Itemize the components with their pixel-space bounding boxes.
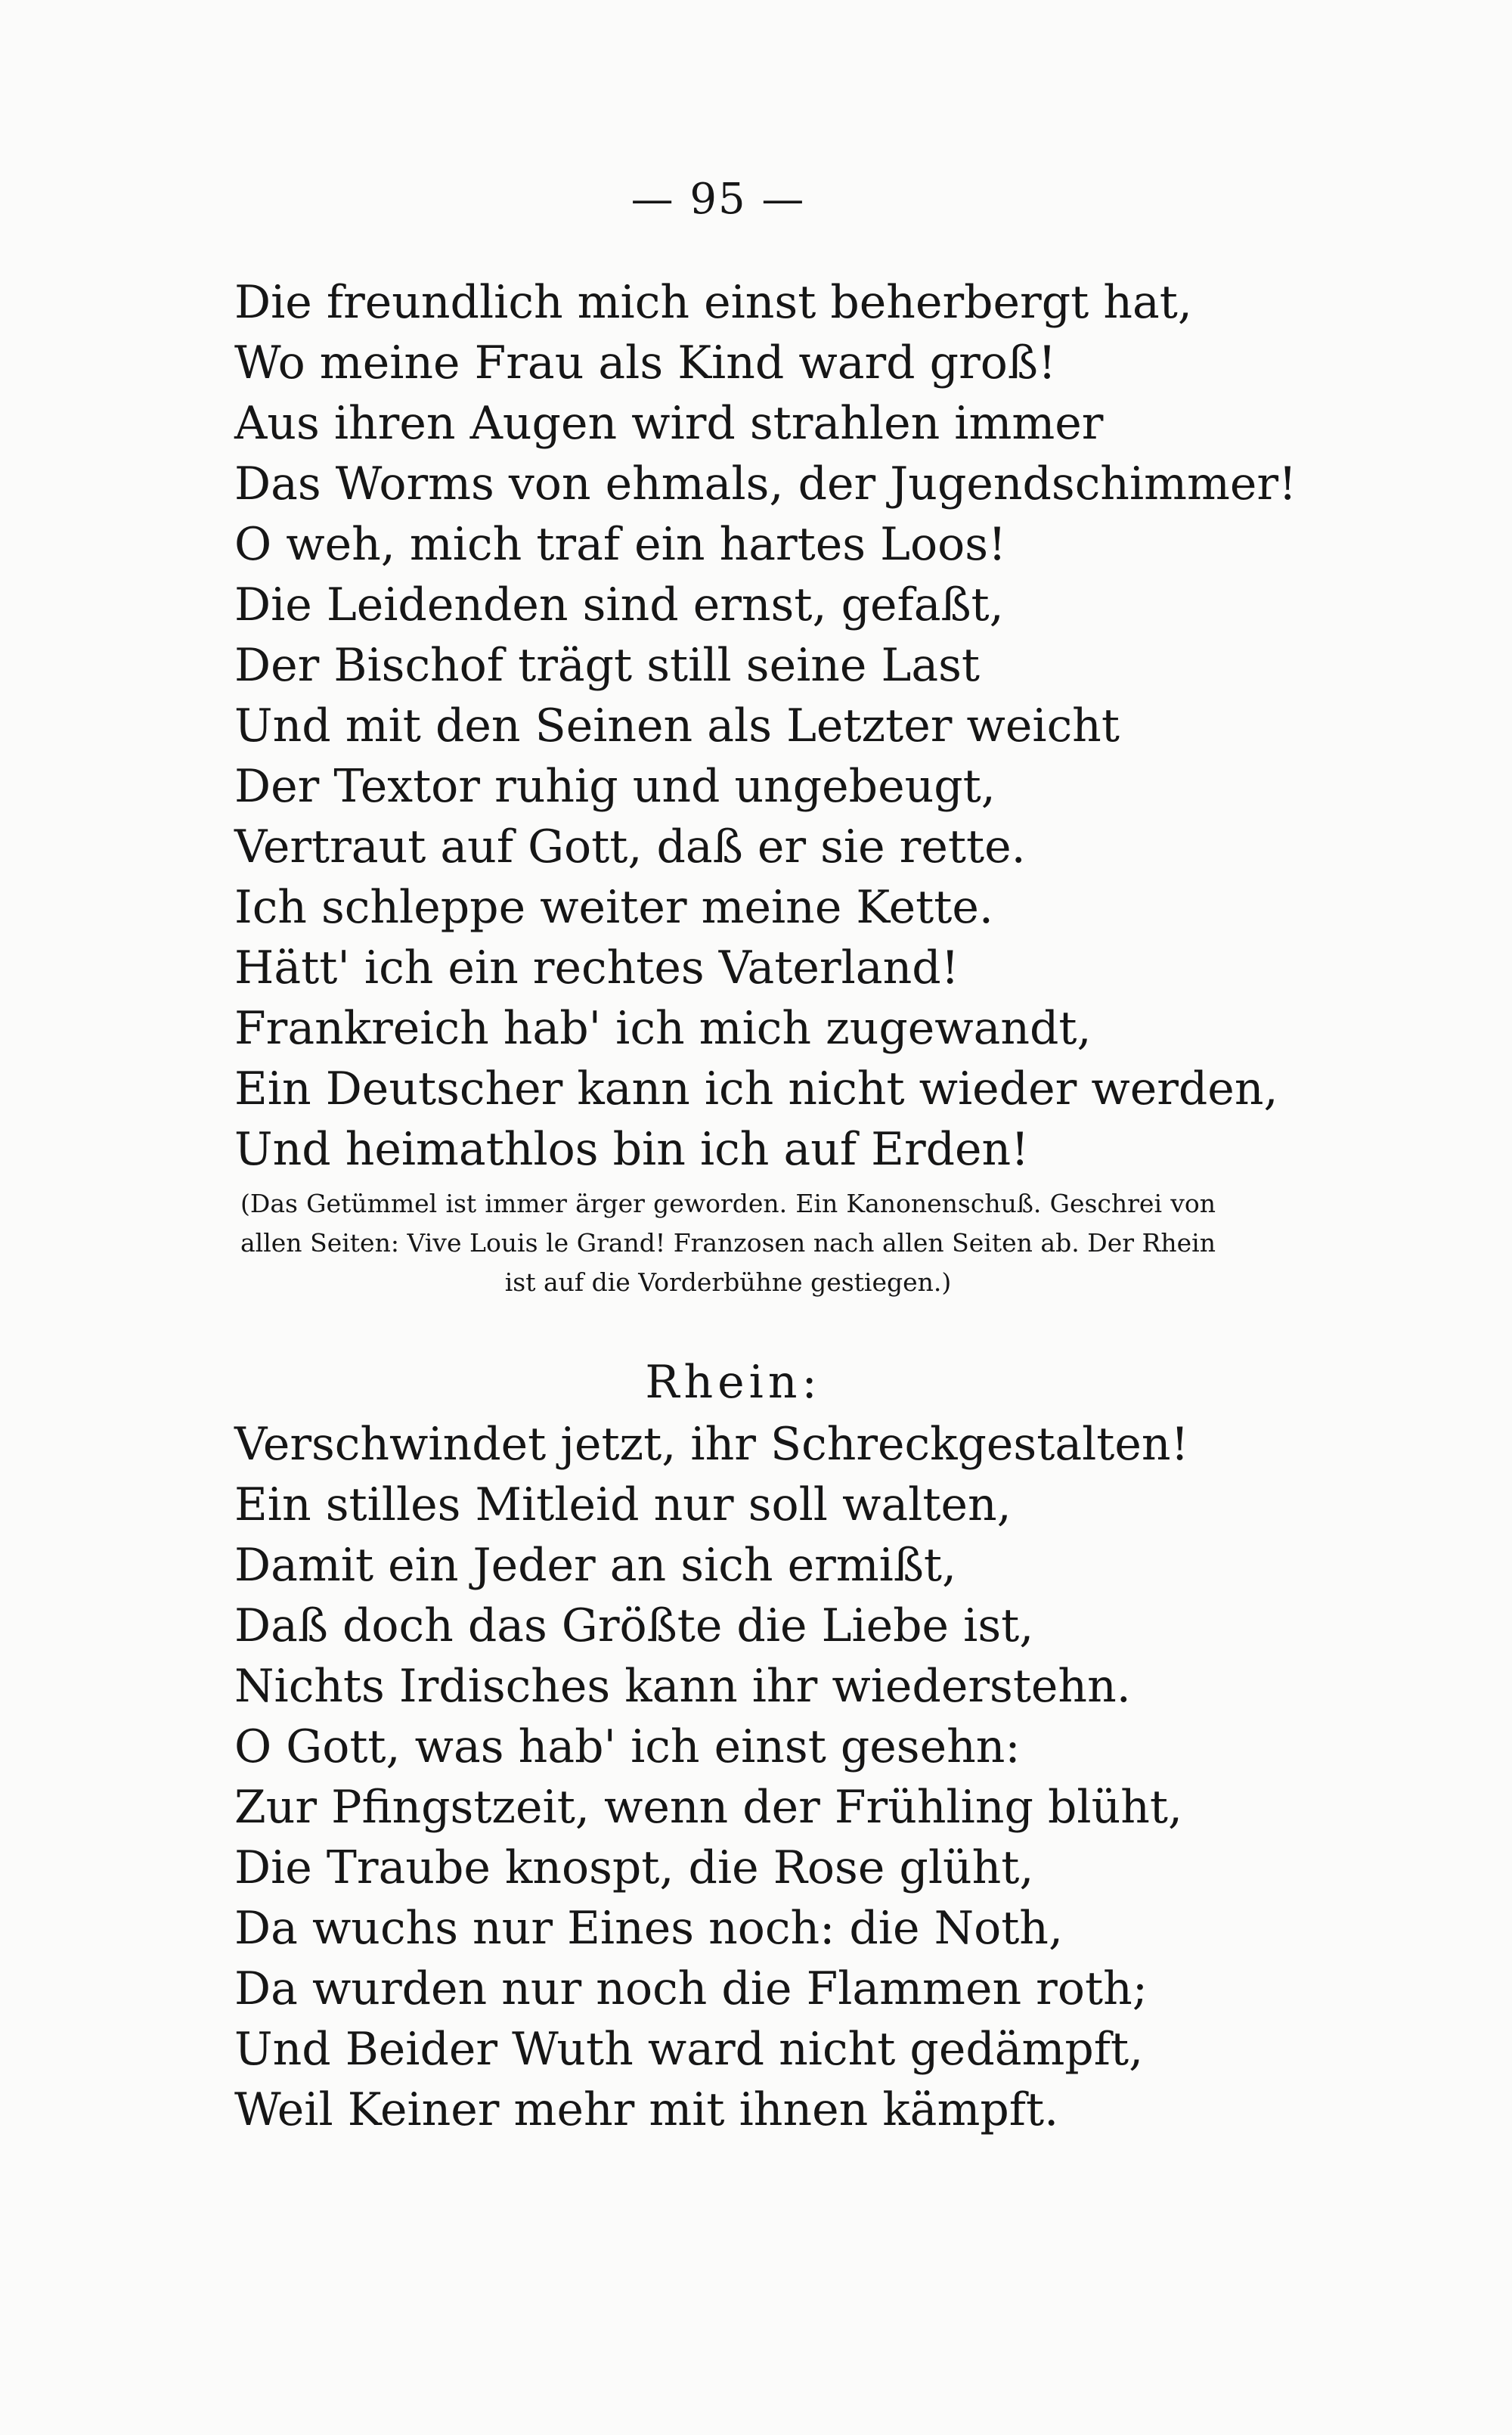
verse-line: Und mit den Seinen als Letzter weicht (234, 699, 1120, 752)
verse-line: Der Bischof trägt still seine Last (234, 639, 981, 692)
verse-line: Ein Deutscher kann ich nicht wieder werden, (234, 1062, 1278, 1115)
verse-line: Das Worms von ehmals, der Jugendschimmer! (234, 458, 1297, 510)
page-number: — 95 — (631, 175, 806, 224)
verse-line: O weh, mich traf ein hartes Loos! (234, 518, 1007, 571)
verse-line: Zur Pfingstzeit, wenn der Frühling blüht, (234, 1781, 1183, 1834)
verse-line: Verschwindet jetzt, ihr Schreckgestalten! (234, 1418, 1189, 1471)
verse-line: Wo meine Frau als Kind ward groß! (234, 337, 1057, 389)
verse-line: Der Textor ruhig und ungebeugt, (234, 760, 996, 813)
verse-line: Nichts Irdisches kann ihr wiederstehn. (234, 1660, 1131, 1713)
verse-line: Daß doch das Größte die Liebe ist, (234, 1599, 1034, 1652)
verse-line: Da wuchs nur Eines noch: die Noth, (234, 1902, 1064, 1955)
verse-line: Da wurden nur noch die Flammen roth; (234, 1962, 1148, 2015)
verse-line: Die Traube knospt, die Rose glüht, (234, 1841, 1034, 1894)
stage-direction: (Das Getümmel ist immer ärger geworden. Ein Kanonenschuß. Geschrei von allen Seiten: Vive Louis le Grand! Franzosen nach allen Seiten ab. Der Rhein ist auf die Vorderbühne gestiegen.) (240, 1189, 1216, 1297)
verse-line: Damit ein Jeder an sich ermißt, (234, 1539, 957, 1592)
verse-line: Und Beider Wuth ward nicht gedämpft, (234, 2023, 1144, 2076)
verse-line: Die freundlich mich einst beherbergt hat, (234, 276, 1192, 329)
verse-line: Die Leidenden sind ernst, gefaßt, (234, 579, 1004, 631)
verse-line: Hätt' ich ein rechtes Vaterland! (234, 941, 959, 994)
verse-line: Weil Keiner mehr mit ihnen kämpft. (234, 2083, 1059, 2136)
verse-line: Vertraut auf Gott, daß er sie rette. (234, 820, 1026, 873)
verse-line: Und heimathlos bin ich auf Erden! (234, 1123, 1030, 1176)
verse-line: Ich schleppe weiter meine Kette. (234, 881, 993, 934)
verse-line: O Gott, was hab' ich einst gesehn: (234, 1720, 1021, 1773)
verse-line: Aus ihren Augen wird strahlen immer (234, 397, 1104, 450)
verse-line: Frankreich hab' ich mich zugewandt, (234, 1002, 1092, 1055)
verse-line: Ein stilles Mitleid nur soll walten, (234, 1478, 1012, 1531)
speaker-heading: Rhein: (645, 1356, 822, 1409)
verse-block-1 (234, 272, 1297, 1180)
verse-block-2 (234, 1414, 1189, 2140)
